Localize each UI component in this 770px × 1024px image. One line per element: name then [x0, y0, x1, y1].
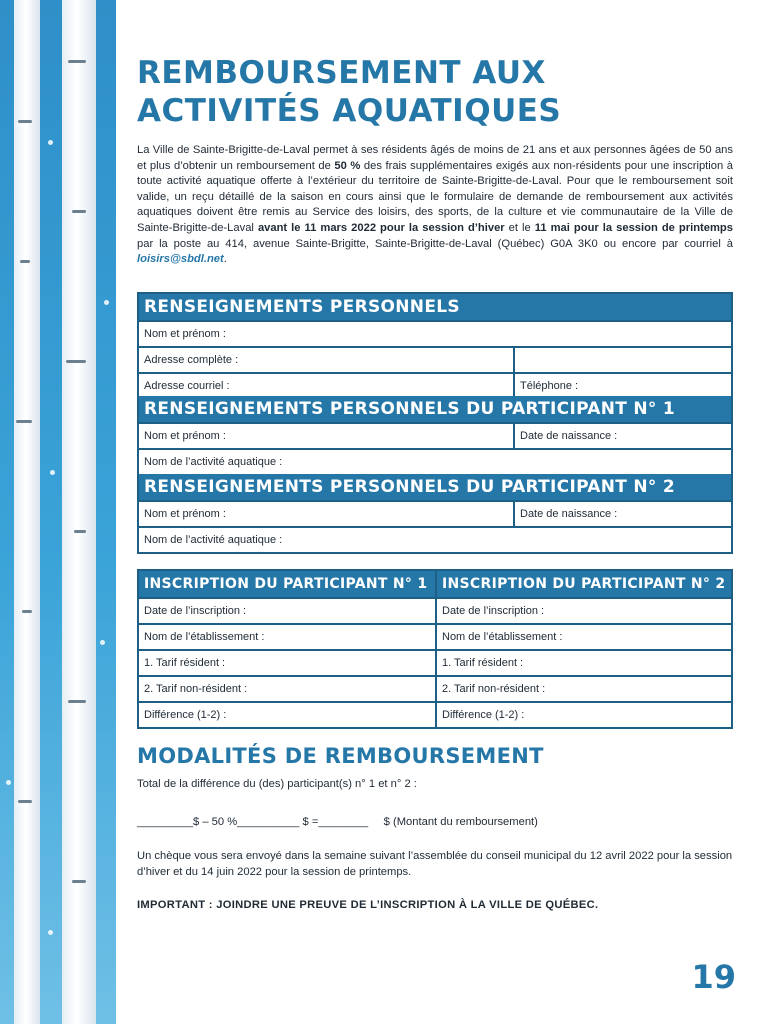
- inscription-participant-2: [435, 571, 731, 727]
- address-field[interactable]: Adresse complète :: [144, 354, 239, 366]
- personal-info-section: [137, 292, 733, 400]
- intro-deadline-winter: avant le 11 mars 2022 pour la session d’hiver: [257, 221, 505, 234]
- participant-1-section: [137, 396, 733, 476]
- page-title: REMBOURSEMENT AUX ACTIVITÉS AQUATIQUES: [137, 55, 562, 129]
- cheque-paragraph: Un chèque vous sera envoyé dans la semaine suivant l’assemblée du conseil municipal du 12 avril 2022 pour la session d’hiver et du 14 juin 2022 pour la session de printemps.: [137, 850, 733, 878]
- modalites-title: MODALITÉS DE REMBOURSEMENT: [137, 744, 544, 768]
- inscription-participant-1: [139, 571, 435, 727]
- participant-2-birthdate-field[interactable]: Date de naissance :: [513, 502, 731, 526]
- total-label: Total de la différence du (des) participant(s) n° 1 et n° 2 :: [137, 778, 417, 790]
- intro-paragraph: [137, 143, 733, 268]
- birch-tree-decoration: [0, 0, 116, 1024]
- address-field-continued[interactable]: [513, 348, 731, 372]
- participant-2-activity-field[interactable]: Nom de l’activité aquatique :: [144, 534, 283, 546]
- inscription-1-nonresident-fee-field[interactable]: 2. Tarif non-résident :: [144, 683, 248, 695]
- inscription-2-nonresident-fee-field[interactable]: 2. Tarif non-résident :: [442, 683, 546, 695]
- email-link[interactable]: loisirs@sbdl.net: [137, 253, 224, 266]
- page-number: 19: [691, 958, 736, 996]
- inscription-section: [137, 569, 733, 729]
- section-title: RENSEIGNEMENTS PERSONNELS: [139, 294, 731, 320]
- refund-formula: _________$ – 50 %__________ $ =________ $ (Montant du remboursement): [137, 816, 538, 828]
- inscription-1-resident-fee-field[interactable]: 1. Tarif résident :: [144, 657, 226, 669]
- intro-text: des frais supplémentaires exigés aux non-résidents pour une inscription à toute activité aquatique offerte à l’extérieur du territoire de Sainte-Brigitte-de-Laval. Pour que le remboursement soit valide, un reçu détaillé de la saison en cours ainsi que le formulaire de demande de remboursement aux activités aquatiques doivent être remis au Service des loisirs, des sports, de la culture et vie communautaire de la Ville de Sainte-Brigitte-de-Laval: [137, 159, 733, 234]
- inscription-1-difference-field[interactable]: Différence (1-2) :: [144, 709, 227, 721]
- intro-text: et le: [504, 221, 535, 234]
- inscription-1-establishment-field[interactable]: Nom de l’établissement :: [144, 631, 265, 643]
- intro-text: .: [223, 253, 227, 266]
- participant-2-section: [137, 474, 733, 554]
- participant-1-name-field[interactable]: Nom et prénom :: [144, 430, 226, 442]
- intro-text: La Ville de Sainte-Brigitte-de-Laval permet à ses résidents âgés de moins de 21 ans et aux personnes âgées de 50 ans et plus d’obtenir un remboursement de: [137, 144, 733, 172]
- participant-1-birthdate-field[interactable]: Date de naissance :: [513, 424, 731, 448]
- section-title: INSCRIPTION DU PARTICIPANT N° 2: [437, 571, 731, 597]
- name-field[interactable]: Nom et prénom :: [144, 328, 226, 340]
- inscription-2-difference-field[interactable]: Différence (1-2) :: [442, 709, 525, 721]
- intro-text: par la poste au 414, avenue Sainte-Brigitte, Sainte-Brigitte-de-Laval (Québec) G0A 3K0 ou encore par courriel à: [137, 237, 733, 250]
- email-field[interactable]: Adresse courriel :: [144, 380, 230, 392]
- section-title: INSCRIPTION DU PARTICIPANT N° 1: [139, 571, 435, 597]
- section-title: RENSEIGNEMENTS PERSONNELS DU PARTICIPANT N° 2: [139, 474, 731, 500]
- intro-percent: 50 %: [334, 159, 361, 172]
- inscription-2-date-field[interactable]: Date de l’inscription :: [442, 605, 545, 617]
- phone-field[interactable]: Téléphone :: [513, 374, 731, 398]
- inscription-2-resident-fee-field[interactable]: 1. Tarif résident :: [442, 657, 524, 669]
- important-note: IMPORTANT : JOINDRE UNE PREUVE DE L’INSCRIPTION À LA VILLE DE QUÉBEC.: [137, 899, 599, 911]
- intro-deadline-spring: 11 mai pour la session de printemps: [534, 221, 733, 234]
- participant-1-activity-field[interactable]: Nom de l’activité aquatique :: [144, 456, 283, 468]
- participant-2-name-field[interactable]: Nom et prénom :: [144, 508, 226, 520]
- inscription-1-date-field[interactable]: Date de l’inscription :: [144, 605, 247, 617]
- section-title: RENSEIGNEMENTS PERSONNELS DU PARTICIPANT N° 1: [139, 396, 731, 422]
- inscription-2-establishment-field[interactable]: Nom de l’établissement :: [442, 631, 563, 643]
